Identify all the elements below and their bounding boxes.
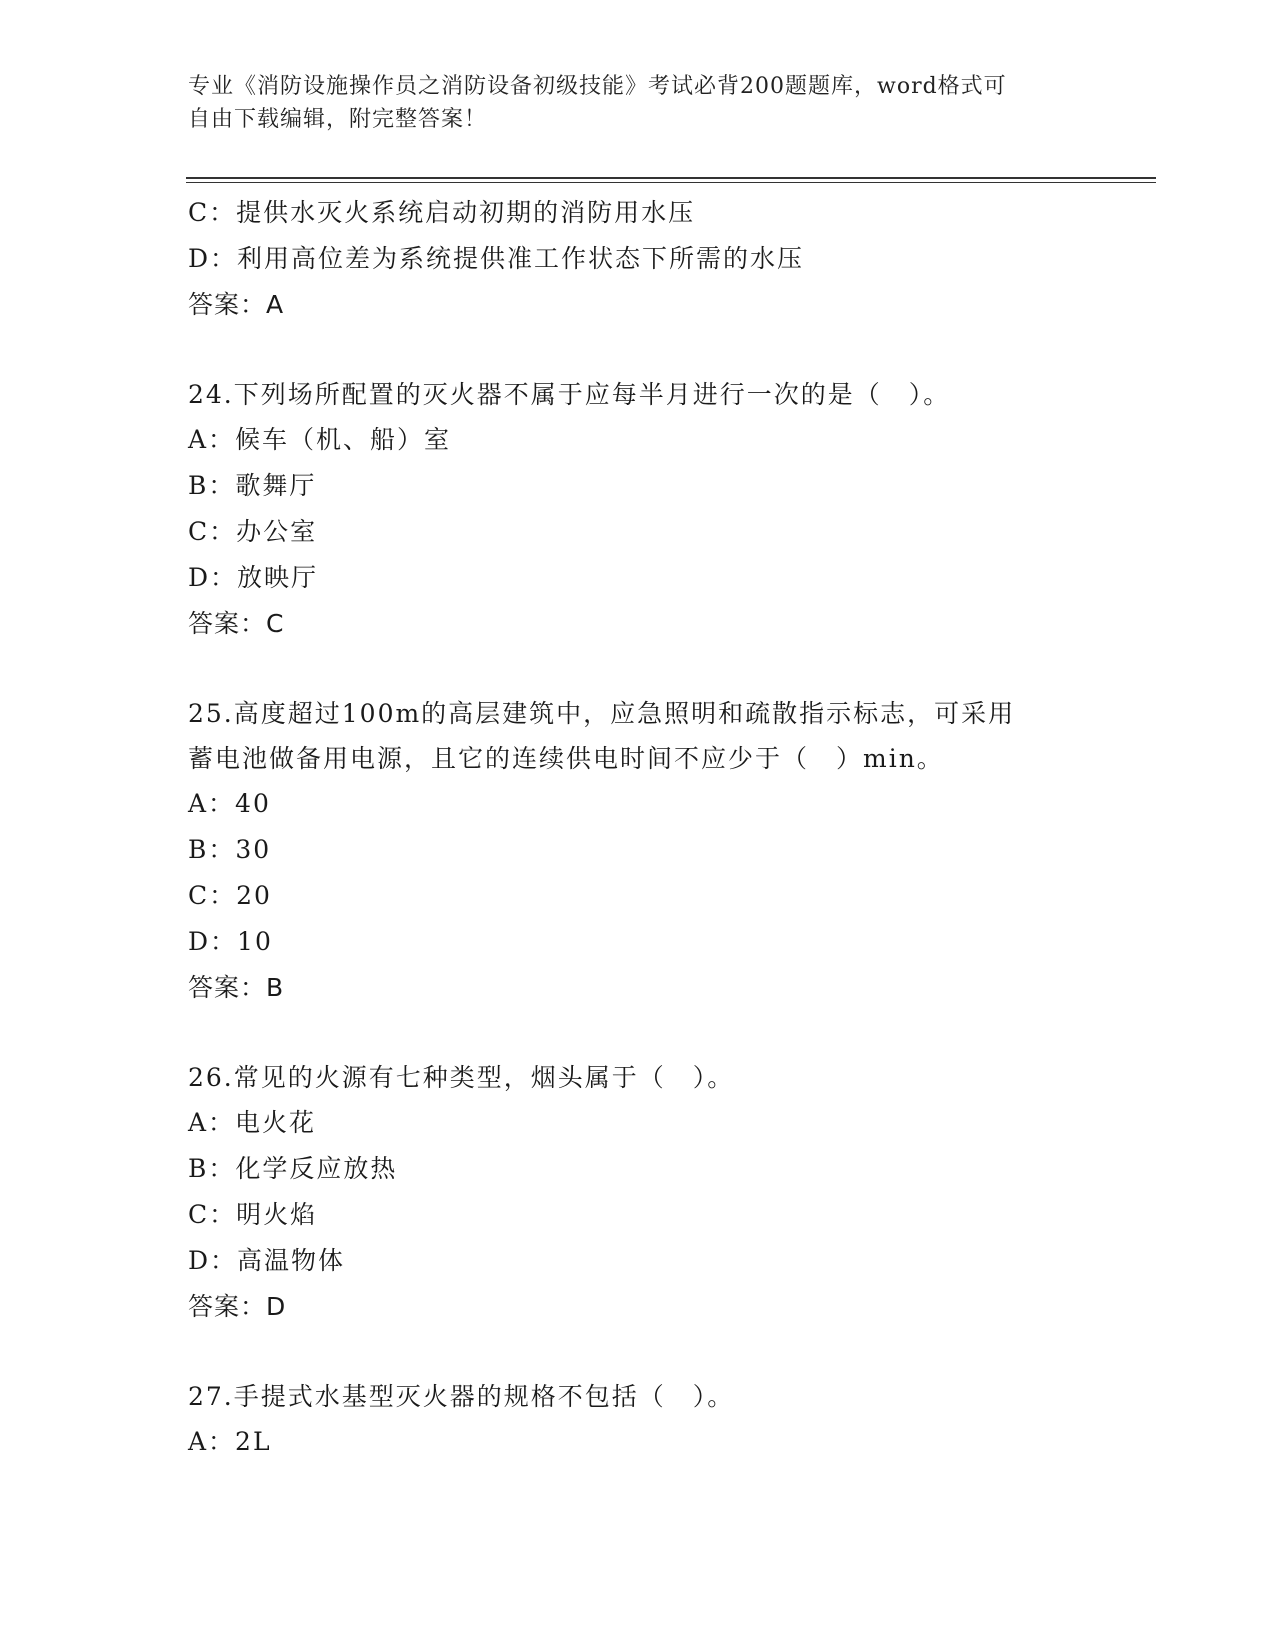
option-a: A：2L: [188, 1427, 272, 1456]
question-25: [188, 691, 1088, 1011]
option-d: D：10: [188, 927, 273, 956]
option-c: C：办公室: [188, 517, 318, 546]
header-line-2: 自由下载编辑，附完整答案！: [188, 107, 488, 132]
answer-line: 答案：C: [188, 609, 285, 638]
answer-line: 答案：B: [188, 973, 285, 1002]
question-27: [188, 1374, 1088, 1465]
question-26: [188, 1055, 1088, 1330]
question-stem: 26.常见的火源有七种类型，烟头属于（ ）。: [188, 1063, 735, 1092]
option-d: D：放映厅: [188, 563, 319, 592]
header-line-1: 专业《消防设施操作员之消防设备初级技能》考试必背200题题库，word格式可: [188, 74, 1007, 99]
option-c: C：20: [188, 881, 272, 910]
question-stem-continued: 蓄电池做备用电源，且它的连续供电时间不应少于（ ）min。: [188, 744, 944, 773]
option-a: A：电火花: [188, 1108, 317, 1137]
answer-line: 答案：A: [188, 290, 285, 319]
question-stem: 25.高度超过100m的高层建筑中，应急照明和疏散指示标志，可采用: [188, 699, 1016, 728]
option-b: B：30: [188, 835, 272, 864]
question-stem: 24.下列场所配置的灭火器不属于应每半月进行一次的是（ ）。: [188, 380, 951, 409]
question-23-tail: [188, 190, 1088, 328]
question-list: [188, 190, 1088, 1465]
page-header: [188, 70, 1088, 136]
option-c: C：明火焰: [188, 1200, 318, 1229]
option-a: A：40: [188, 789, 271, 818]
option-b: B：化学反应放热: [188, 1154, 398, 1183]
option-c: C：提供水灭火系统启动初期的消防用水压: [188, 198, 696, 227]
option-b: B：歌舞厅: [188, 471, 317, 500]
option-d: D：利用高位差为系统提供准工作状态下所需的水压: [188, 244, 805, 273]
answer-line: 答案：D: [188, 1292, 287, 1321]
header-divider: [186, 177, 1156, 183]
option-a: A：候车（机、船）室: [188, 425, 452, 454]
question-stem: 27.手提式水基型灭火器的规格不包括（ ）。: [188, 1382, 735, 1411]
question-24: [188, 372, 1088, 647]
option-d: D：高温物体: [188, 1246, 346, 1275]
